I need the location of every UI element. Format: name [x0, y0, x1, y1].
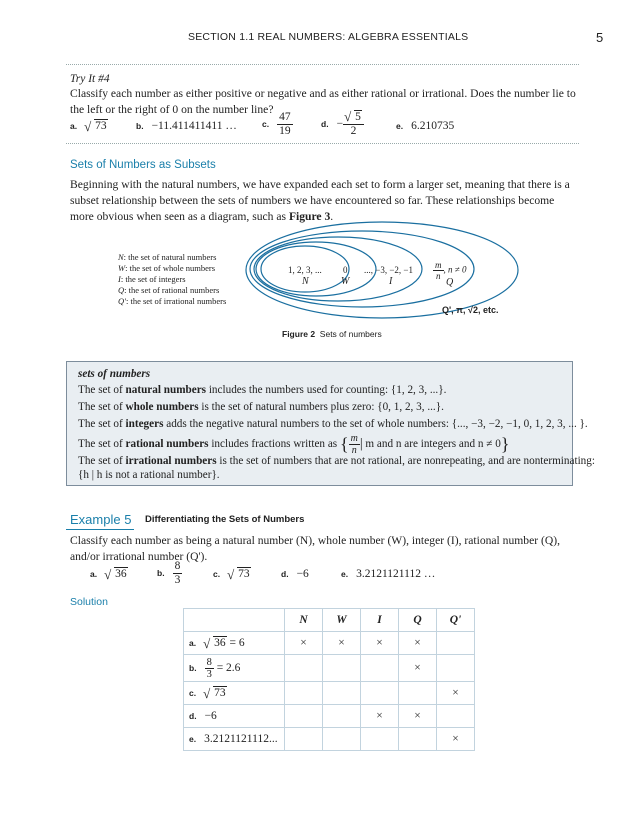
- table-header-row: [184, 609, 475, 632]
- example-item-a: a.√ 36: [90, 568, 128, 580]
- try-it-item-d: d. − √ $\frac{5}{2}$: [321, 111, 364, 138]
- definition-title: sets of numbers: [78, 368, 151, 380]
- natural-symbol: N: [302, 276, 309, 287]
- natural-members: 1, 2, 3, ...: [288, 265, 322, 275]
- column-header: N: [285, 609, 323, 632]
- try-it-item-e: e. 6.210735: [396, 120, 455, 132]
- divider: [66, 143, 579, 144]
- example-item-e: e. 3.2121121112 …: [341, 568, 436, 580]
- definition-irrational-set: {h | h is not a rational number}.: [78, 469, 220, 481]
- whole-symbol: W: [341, 276, 350, 287]
- definition-natural: The set of natural numbers includes the numbers used for counting: {1, 2, 3, ...}.: [78, 384, 447, 396]
- section-text: Beginning with the natural numbers, we have expanded each set to form a larger set, meaning that there is a subset relationship between the sets of numbers we have encountered so far. These relationships become more obvious when seen as a diagram, such as Figure 3.: [70, 178, 570, 223]
- legend-integers: I: the set of integers: [118, 274, 186, 284]
- example-item-b: b. $\frac{8}{3}$: [157, 560, 181, 586]
- column-header: Q: [399, 609, 437, 632]
- example-item-c: c.√ 73: [213, 568, 251, 580]
- rational-symbol: Q: [446, 277, 454, 288]
- integer-symbol: I: [389, 276, 393, 287]
- classification-table: [183, 608, 475, 751]
- column-header: I: [361, 609, 399, 632]
- legend-irrational: Q': the set of irrational numbers: [118, 296, 227, 306]
- running-header: SECTION 1.1 REAL NUMBERS: ALGEBRA ESSENTIALS: [188, 31, 469, 43]
- try-it-item-c: c. $\frac{47}{19}$: [262, 111, 291, 137]
- example-item-d: d. −6: [281, 568, 309, 580]
- definition-irrational: The set of irrational numbers is the set of numbers that are not rational, are nonrepeating, and are nonterminating:: [78, 455, 595, 467]
- column-header: W: [323, 609, 361, 632]
- legend-natural: N: the set of natural numbers: [118, 252, 217, 262]
- try-it-title: Try It #4: [70, 73, 110, 85]
- table-row: b. $\frac{8}{3}$ = 2.6 ×: [184, 655, 475, 682]
- example-label: Example 5: [70, 512, 132, 527]
- table-row: c.√ 73 ×: [184, 682, 475, 705]
- table-row: d. −6 × ×: [184, 705, 475, 728]
- integer-members: ..., −3, −2, −1: [364, 265, 413, 275]
- table-row: a.√ 36 = 6 × × × ×: [184, 632, 475, 655]
- definition-rational: The set of rational numbers includes fractions written as { $\frac{m}{n}$ | m and n are integers and n ≠ 0}: [78, 433, 510, 456]
- section-heading: Sets of Numbers as Subsets: [70, 159, 216, 171]
- example-rule: [66, 529, 134, 530]
- legend-whole: W: the set of whole numbers: [118, 263, 216, 273]
- table-row: e. 3.2121121112... ×: [184, 728, 475, 751]
- whole-members: 0: [343, 265, 348, 275]
- irrational-members: Q', π, √2, etc.: [442, 305, 499, 315]
- try-it-text: Classify each number as either positive or negative and as either rational or irrational. Does the number lie to the left or the right of 0 on the number line?: [70, 87, 576, 116]
- definition-whole: The set of whole numbers is the set of natural numbers plus zero: {0, 1, 2, 3, ...}.: [78, 401, 444, 413]
- example-text: Classify each number as being a natural number (N), whole number (W), integer (I), rational number (Q), and/or irrational number (Q').: [70, 534, 560, 563]
- page-number: 5: [596, 30, 604, 45]
- legend-rational: Q: the set of rational numbers: [118, 285, 220, 295]
- try-it-item-a: a.√ 73: [70, 120, 108, 132]
- venn-diagram: [0, 220, 630, 330]
- definition-integers: The set of integers adds the negative natural numbers to the set of whole numbers: {..., −3, −2, −1, 0, 1, 2, 3, ... }.: [78, 418, 588, 430]
- rational-members: $\frac{m}{n}$ , n ≠ 0: [435, 260, 467, 281]
- column-header: Q': [437, 609, 475, 632]
- try-it-item-b: b. −11.411411411 …: [136, 120, 237, 132]
- divider: [66, 64, 579, 65]
- figure-caption: Figure 2 Sets of numbers: [282, 329, 382, 339]
- example-title: Differentiating the Sets of Numbers: [145, 514, 305, 525]
- solution-label: Solution: [70, 596, 108, 608]
